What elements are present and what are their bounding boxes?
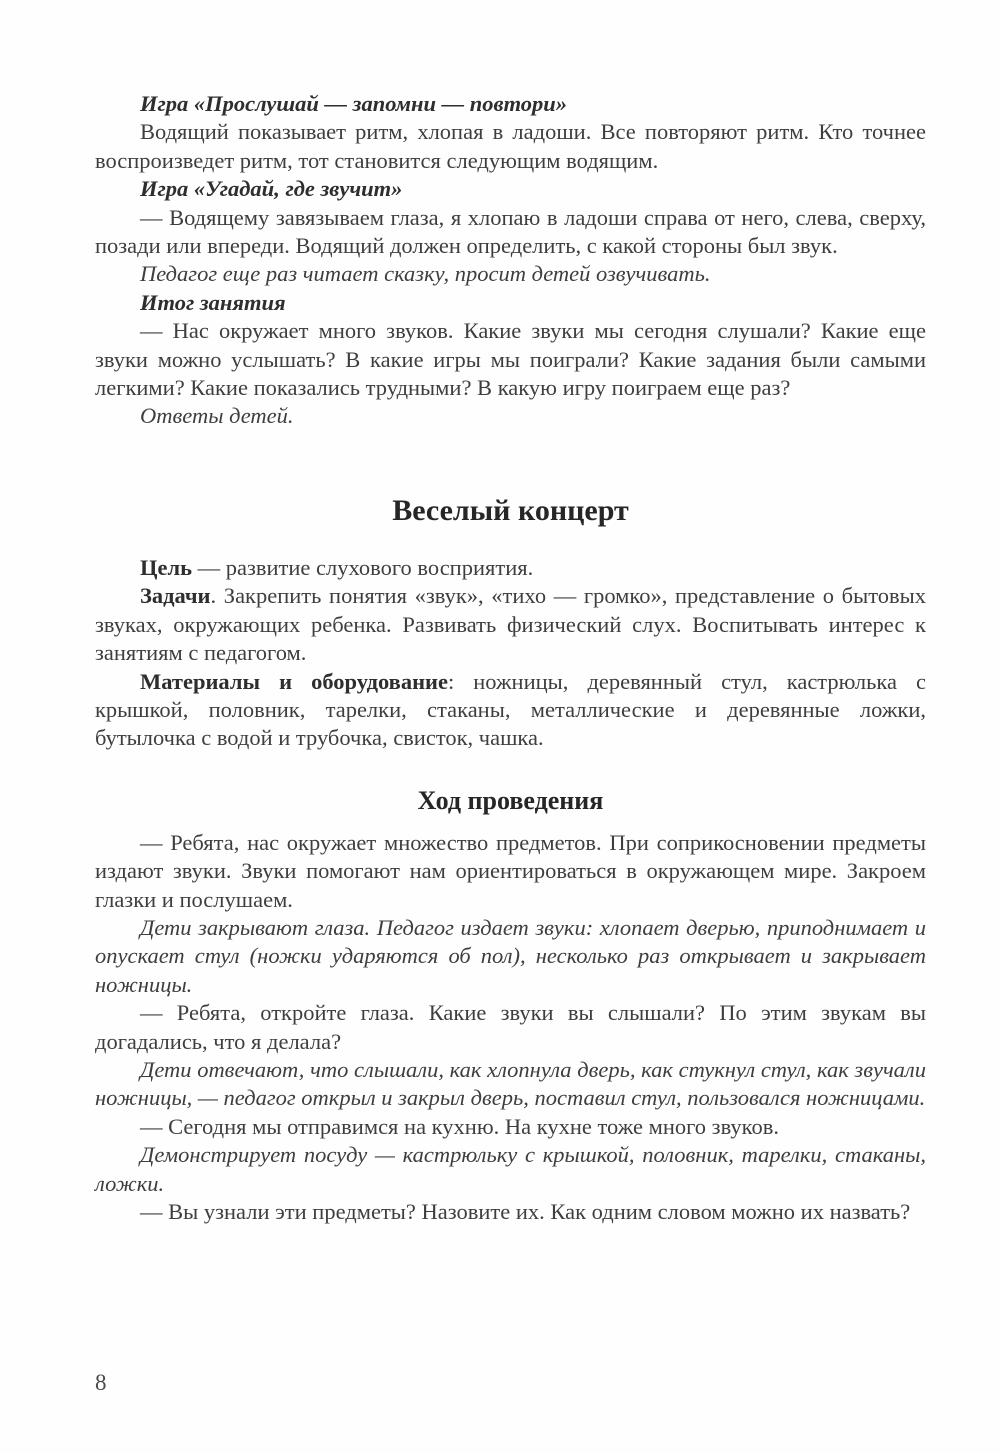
paragraph: — Нас окружает много звуков. Какие звуки мы сегодня слушали? Какие еще звуки можно услышать? В какие игры мы поиграли? Какие задания были самыми легкими? Какие показались трудными? В какую игру поиграем еще раз? <box>95 318 926 401</box>
stage-direction: Дети отвечают, что слышали, как хлопнула дверь, как стукнул стул, как звучали ножницы, — педагог открыл и закрыл дверь, поставил стул, пользовался ножницами. <box>95 1056 926 1111</box>
game-title-guess-where-sounds: Игра «Угадай, где звучит» <box>140 176 403 202</box>
text-column <box>95 90 926 1226</box>
paragraph: — Сегодня мы отправимся на кухню. На кухне тоже много звуков. <box>140 1113 779 1139</box>
materials-text: : ножницы, деревянный стул, кастрюлька с крышкой, половник, тарелки, стаканы, металлические и деревянные ложки, бутылочка с водой и трубочка, свисток, чашка. <box>95 668 926 751</box>
paragraph: — Ребята, нас окружает множество предметов. При соприкосновении предметы издают звуки. Звуки помогают нам ориентироваться в окружающем мире. Закроем глазки и послушаем. <box>95 829 926 912</box>
procedure-title: Ход проведения <box>417 785 604 815</box>
stage-direction: Ответы детей. <box>140 403 294 429</box>
game-title-listen-remember-repeat: Игра «Прослушай — запомни — повтори» <box>140 91 568 116</box>
materials-label: Материалы и оборудование <box>140 668 448 694</box>
paragraph: Водящий показывает ритм, хлопая в ладоши. Все повторяют ритм. Кто точнее воспроизведет ритм, тот становится следующим водящим. <box>95 119 926 173</box>
tasks-label: Задачи <box>140 583 211 609</box>
section-title: Веселый концерт <box>392 493 629 527</box>
goal-text: — развитие слухового восприятия. <box>192 554 534 580</box>
stage-direction: Демонстрирует посуду — кастрюльку с крышкой, половник, тарелки, стаканы, ложки. <box>95 1142 926 1196</box>
stage-direction: Педагог еще раз читает сказку, просит детей озвучивать. <box>140 261 711 287</box>
tasks-text: . Закрепить понятия «звук», «тихо — громко», представление о бытовых звуках, окружающих ребенка. Развивать физический слух. Воспитывать интерес к занятиям с педагогом. <box>95 583 926 666</box>
paragraph: — Вы узнали эти предметы? Назовите их. Как одним словом можно их назвать? <box>140 1199 911 1224</box>
page-number: 8 <box>95 1370 107 1395</box>
materials-paragraph <box>95 668 926 753</box>
stage-direction: Дети закрывают глаза. Педагог издает звуки: хлопает дверью, приподнимает и опускает стул (ножки ударяются об пол), несколько раз открывает и закрывает ножницы. <box>95 914 926 997</box>
tasks-paragraph <box>95 582 926 667</box>
paragraph: — Водящему завязываем глаза, я хлопаю в ладоши справа от него, слева, сверху, позади или впереди. Водящий должен определить, с какой стороны был звук. <box>95 204 926 259</box>
goal-paragraph <box>95 554 926 582</box>
lesson-summary-title: Итог занятия <box>140 289 286 315</box>
goal-label: Цель <box>140 554 193 580</box>
paragraph: — Ребята, откройте глаза. Какие звуки вы слышали? По этим звукам вы догадались, что я делала? <box>95 1000 926 1054</box>
